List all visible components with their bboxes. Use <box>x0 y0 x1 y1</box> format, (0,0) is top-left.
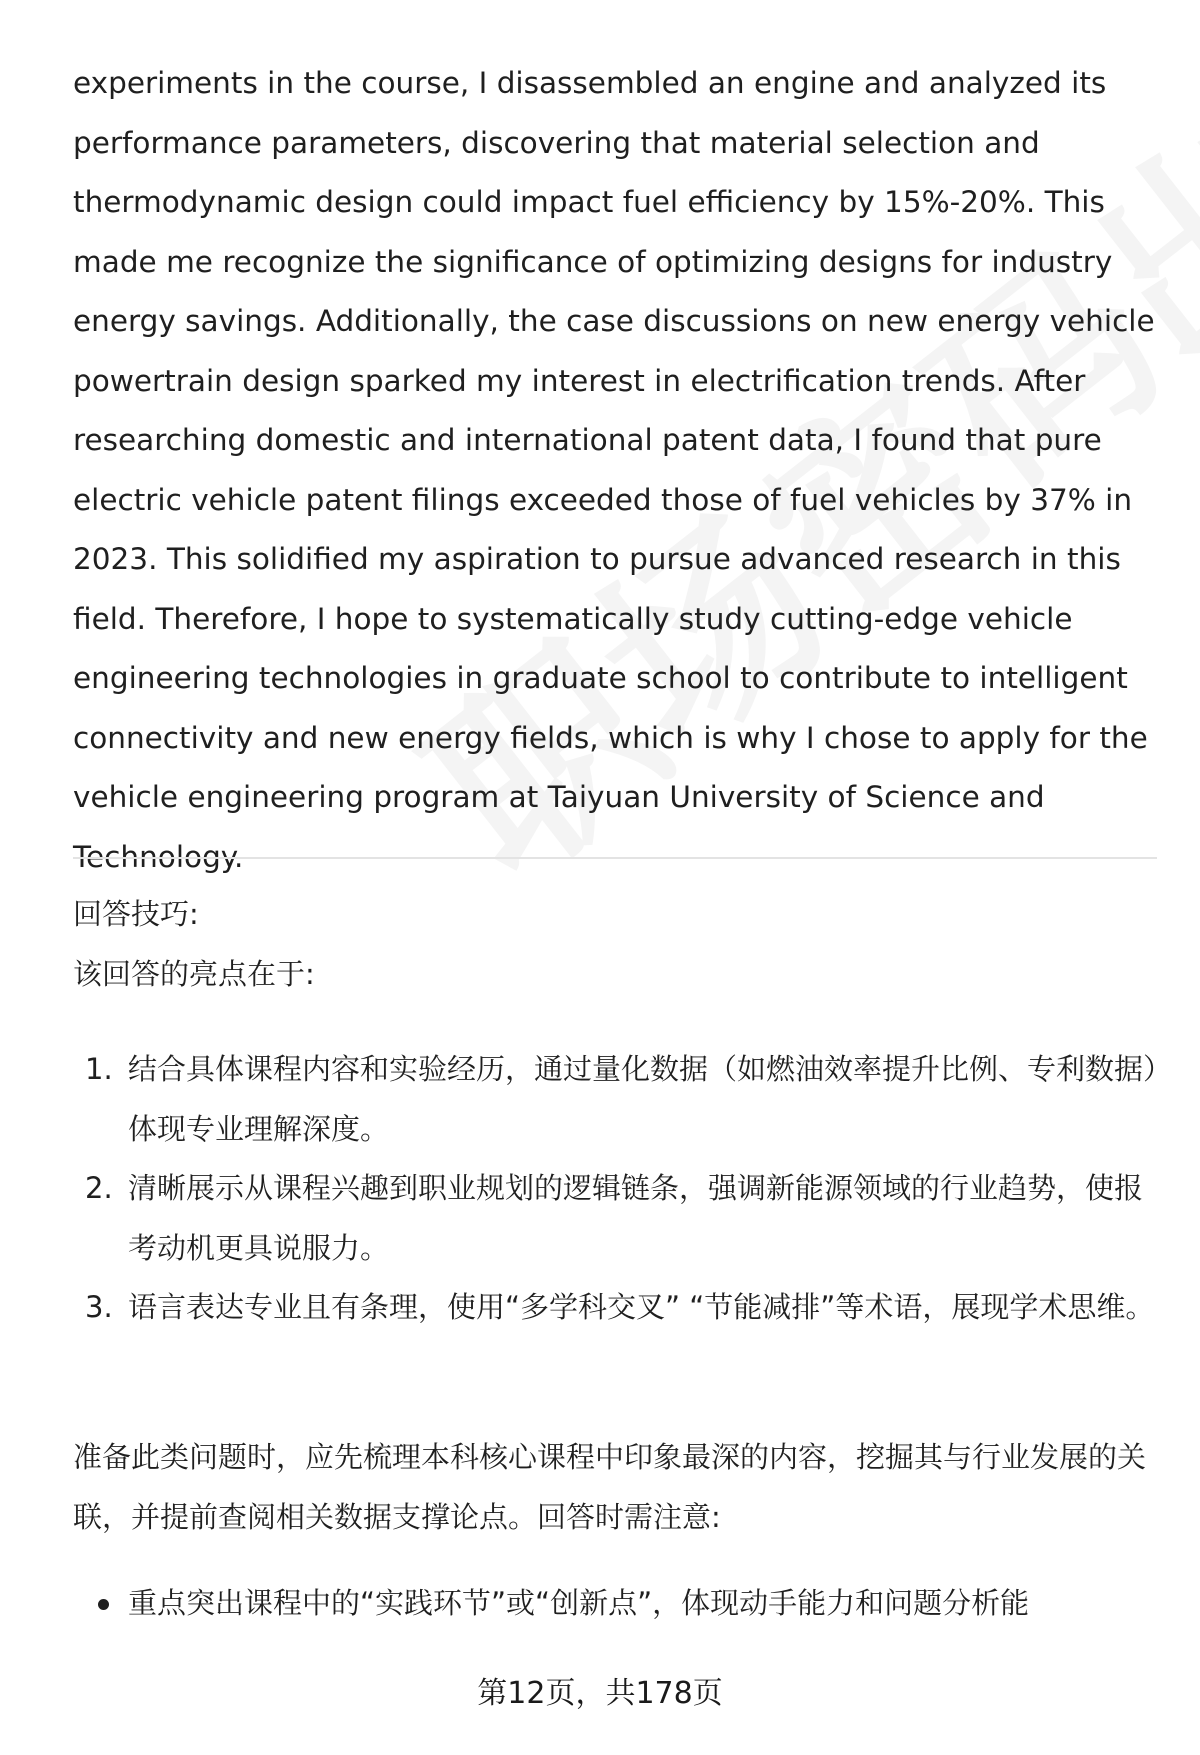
list-number: 3. <box>85 1290 113 1324</box>
highlights-list <box>73 1040 1158 1338</box>
page-footer: 第12页，共178页 <box>477 1676 723 1711</box>
list-item <box>73 1159 1158 1278</box>
list-text: 语言表达专业且有条理，使用“多学科交叉” “节能减排”等术语，展现学术思维。 <box>128 1290 1155 1324</box>
list-number: 1. <box>85 1052 113 1086</box>
prep-paragraph: 准备此类问题时，应先梳理本科核心课程中印象最深的内容，挖掘其与行业发展的关联，并提前查阅相关数据支撑论点。回答时需注意: <box>73 1440 1147 1534</box>
tips-heading: 回答技巧: <box>73 897 199 931</box>
list-text: 清晰展示从课程兴趣到职业规划的逻辑链条，强调新能源领域的行业趋势，使报考动机更具说服力。 <box>128 1171 1144 1265</box>
list-item <box>73 1278 1158 1338</box>
tips-intro: 该回答的亮点在于: <box>73 956 315 991</box>
list-item <box>73 1574 1158 1634</box>
list-item <box>73 1040 1158 1159</box>
prep-section <box>73 1428 1158 1547</box>
list-number: 2. <box>85 1171 113 1205</box>
bullet-icon <box>98 1599 109 1610</box>
list-text: 重点突出课程中的“实践环节”或“创新点”，体现动手能力和问题分析能 <box>128 1586 1030 1620</box>
document-body <box>73 0 1158 887</box>
notes-list <box>73 1574 1158 1634</box>
tips-header <box>73 885 1158 1004</box>
section-divider <box>73 857 1157 859</box>
english-paragraph: experiments in the course, I disassembled an engine and analyzed its performance parameters, discovering that material selection and thermodynamic design could impact fuel efficiency by 15%-20%. This made me recognize the significance of optimizing designs for industry energy savings. Additionally, the case discussions on new energy vehicle powertrain design sparked my interest in electrification trends. After researching domestic and international patent data, I found that pure electric vehicle patent filings exceeded those of fuel vehicles by 37% in 2023. This solidified my aspiration to pursue advanced research in this field. Therefore, I hope to systematically study cutting-edge vehicle engineering technologies in graduate school to contribute to intelligent connectivity and new energy fields, which is why I chose to apply for the vehicle engineering program at Taiyuan University of Science and Technology. <box>73 66 1155 874</box>
list-text: 结合具体课程内容和实验经历，通过量化数据（如燃油效率提升比例、专利数据）体现专业理解深度。 <box>128 1052 1158 1146</box>
